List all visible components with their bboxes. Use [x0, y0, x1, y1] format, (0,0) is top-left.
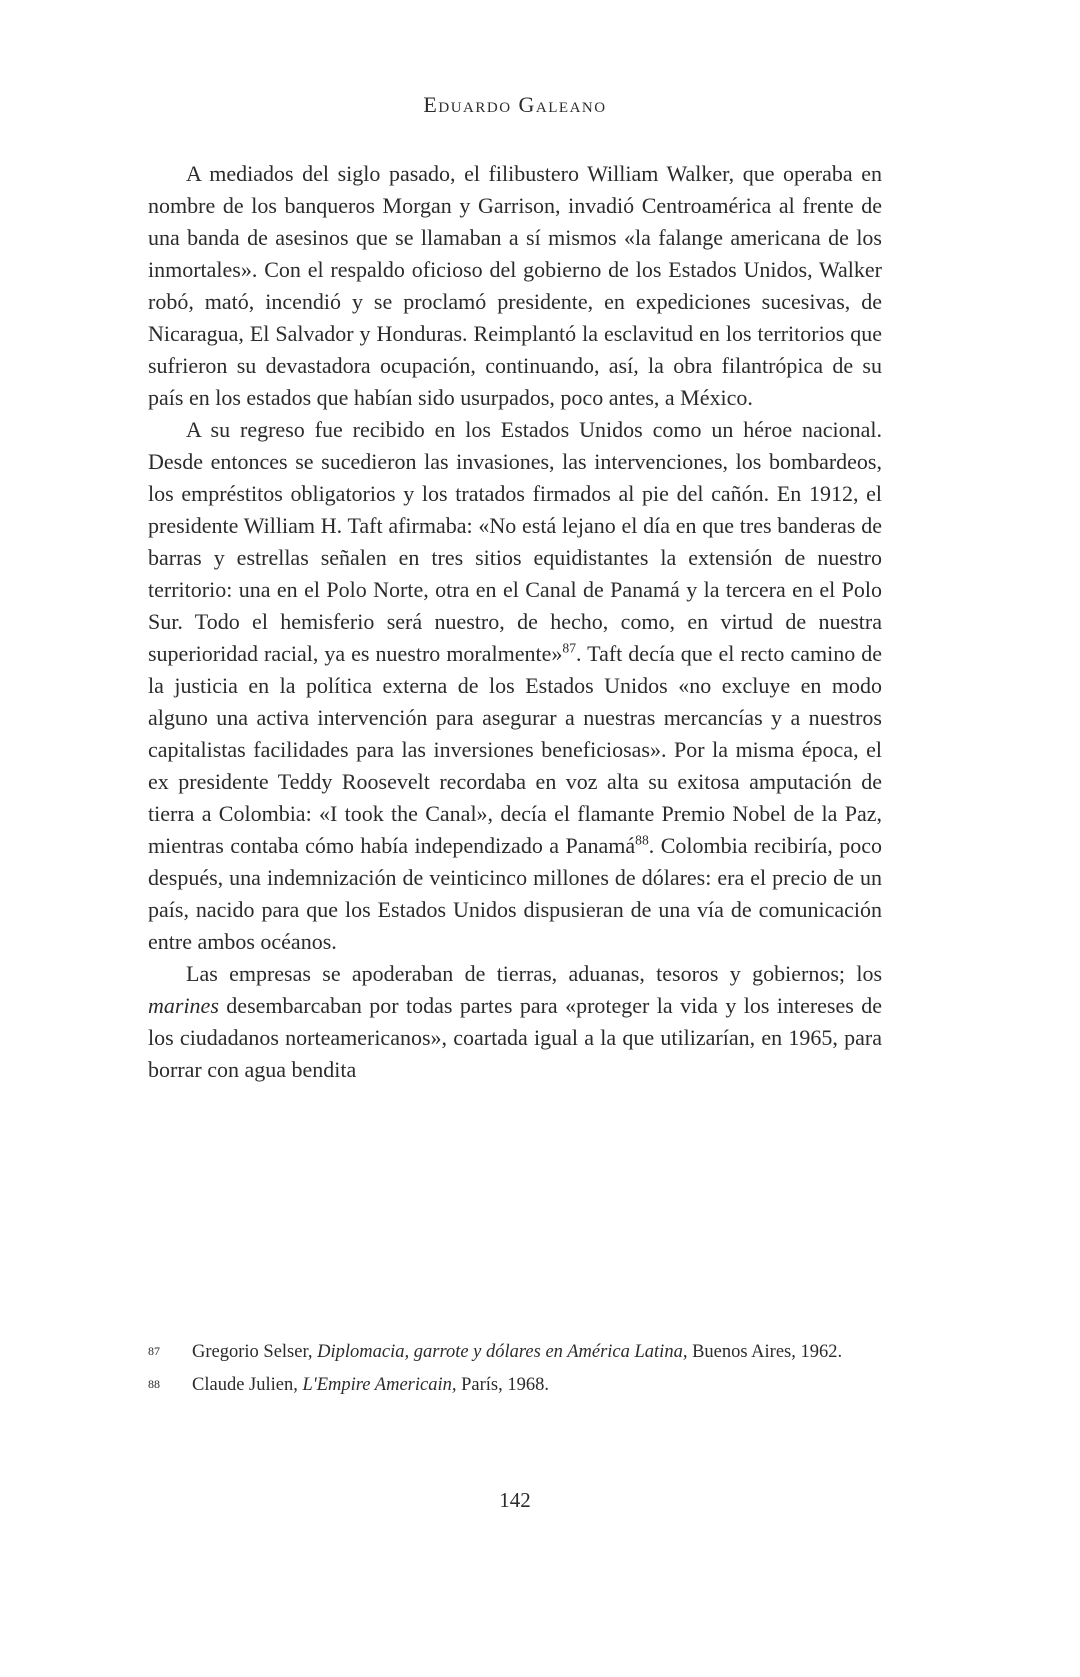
text-run: . Taft decía que el recto camino de la justicia en la política externa de los Estados Unidos «no excluye en modo alguno una activa intervención para asegurar a nuestras mercancías y a nuestros capitalistas facilidades para las inversiones beneficiosas». Por la misma época, el ex presidente Teddy Roosevelt recordaba en voz alta su exitosa amputación de tierra a Colombia: «I took the Canal», decía el flamante Premio Nobel de la Paz, mientras contaba cómo había independizado a Panamá	[148, 641, 882, 858]
footnotes-section	[148, 1338, 882, 1404]
page-body	[148, 158, 882, 1086]
text-run-italic: Diplomacia, garrote y dólares en América Latina,	[317, 1342, 688, 1362]
footnote-reference: 88	[635, 832, 649, 848]
text-run-italic: L'Empire Americain,	[302, 1375, 457, 1395]
paragraph	[148, 958, 882, 1086]
paragraph	[148, 414, 882, 958]
text-run: . Colombia recibiría, poco después, una indemnización de veinticinco millones de dólares: era el precio de un país, nacido para que los Estados Unidos dispusieran de una vía de comunicación entre ambos océanos.	[148, 833, 882, 954]
text-run: Buenos Aires, 1962.	[687, 1342, 843, 1362]
footnote-text	[192, 1375, 549, 1395]
text-run: París, 1968.	[456, 1375, 549, 1395]
text-run: Las empresas se apoderaban de tierras, aduanas, tesoros y gobiernos; los	[186, 961, 882, 986]
text-run: desembarcaban por todas partes para «proteger la vida y los intereses de los ciudadanos norteamericanos», coartada igual a la que utilizarían, en 1965, para borrar con agua bendita	[148, 993, 882, 1082]
footnote	[148, 1338, 882, 1366]
paragraph	[148, 158, 882, 414]
footnote-number: 87	[148, 1344, 160, 1358]
text-run-italic: marines	[148, 993, 219, 1018]
text-run: A su regreso fue recibido en los Estados Unidos como un héroe nacional. Desde entonces se sucedieron las invasiones, las intervenciones, los bombardeos, los empréstitos obligatorios y los tratados firmados al pie del cañón. En 1912, el presidente William H. Taft afirmaba: «No está lejano el día en que tres banderas de barras y estrellas señalen en tres sitios equidistantes la extensión de nuestro territorio: una en el Polo Norte, otra en el Canal de Panamá y la tercera en el Polo Sur. Todo el hemisferio será nuestro, de hecho, como, en virtud de nuestra superioridad racial, ya es nuestro moralmente»	[148, 417, 882, 666]
text-run: Claude Julien,	[192, 1375, 303, 1395]
footnote-reference: 87	[562, 640, 577, 656]
text-run: Gregorio Selser,	[192, 1342, 318, 1362]
footnote-number: 88	[148, 1377, 160, 1391]
footnote-text	[192, 1342, 842, 1362]
footnote	[148, 1371, 882, 1399]
page-number: 142	[499, 1488, 531, 1512]
running-header-author: Eduardo Galeano	[423, 92, 607, 117]
text-run: A mediados del siglo pasado, el filibustero William Walker, que operaba en nombre de los banqueros Morgan y Garrison, invadió Centroamérica al frente de una banda de asesinos que se llamaban a sí mismos «la falange americana de los inmortales». Con el respaldo oficioso del gobierno de los Estados Unidos, Walker robó, mató, incendió y se proclamó presidente, en expediciones sucesivas, de Nicaragua, El Salvador y Honduras. Reimplantó la esclavitud en los territorios que sufrieron su devastadora ocupación, continuando, así, la obra filantrópica de su país en los estados que habían sido usurpados, poco antes, a México.	[148, 161, 882, 410]
